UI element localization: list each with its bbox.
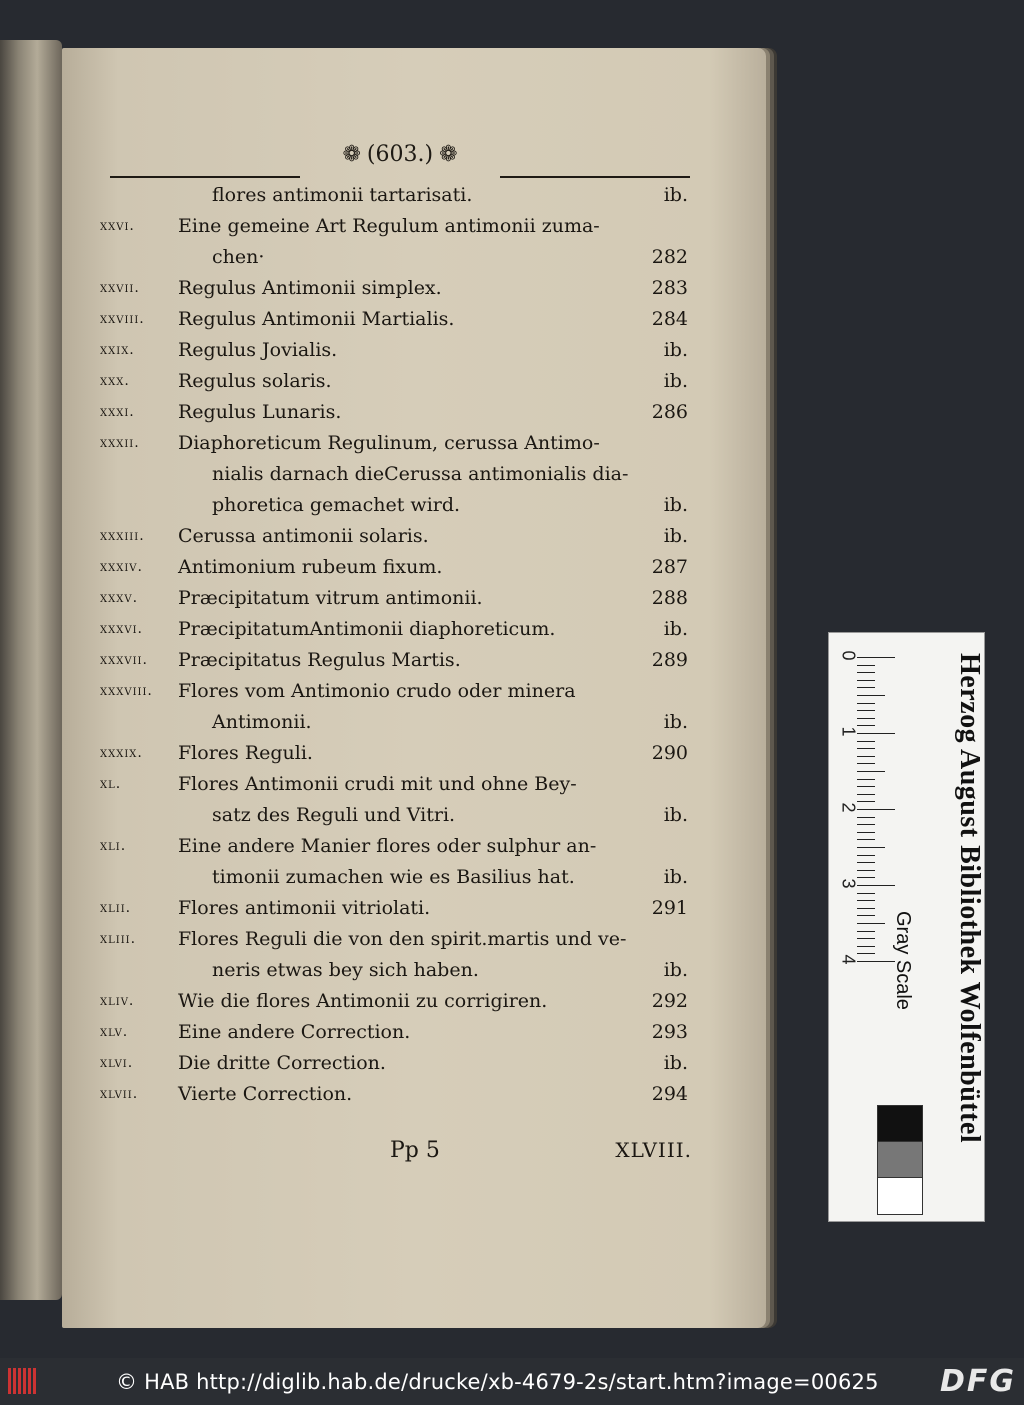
entry-page: 286 [651,401,688,423]
entry-page: ib. [663,339,688,361]
toc-entry [100,397,700,428]
entry-page: 283 [651,277,688,299]
entry-page: ib. [663,1052,688,1074]
ruler-tick [857,809,895,810]
ruler-tick [857,824,875,825]
color-scale-card [828,632,985,1222]
facing-page-edge [0,40,62,1300]
chapter-numeral: xxvi. [100,218,135,234]
permalink[interactable]: © HAB http://diglib.hab.de/drucke/xb-4679-2s/start.htm?image=00625 [116,1370,879,1394]
entry-page: ib. [663,959,688,981]
toc-entry [100,583,700,614]
entry-title: PræcipitatumAntimonii diaphoreticum. [178,618,556,640]
entry-title: Flores Reguli. [178,742,313,764]
toc-entry [100,366,700,397]
ruler-tick [857,870,875,871]
ruler-tick [857,885,895,886]
ruler-tick [857,915,875,916]
chapter-numeral: xxxiv. [100,559,143,575]
ruler-tick [857,771,885,772]
ornament-icon: ❁ [342,142,361,167]
ruler-tick [857,961,895,962]
entry-title: Regulus Lunaris. [178,401,342,423]
ruler-number: 2 [838,802,859,813]
toc-entry [100,645,700,676]
entry-page: ib. [663,525,688,547]
toc-entry [100,428,700,459]
page-header [110,140,690,184]
entry-title: Flores Antimonii crudi mit und ohne Bey- [178,773,577,795]
entry-title: Eine gemeine Art Regulum antimonii zuma- [178,215,600,237]
entry-title: Flores Reguli die von den spirit.martis und ve- [178,928,627,950]
ruler-tick [857,893,875,894]
entry-page: 282 [651,246,688,268]
ruler-tick [857,923,885,924]
toc-entry [100,769,700,800]
entry-title: Antimonii. [212,711,312,733]
ruler-tick [857,695,885,696]
entry-title: Flores antimonii vitriolati. [178,897,431,919]
toc-entry [100,180,700,211]
chapter-numeral: xxxiii. [100,528,145,544]
entry-title: Eine andere Correction. [178,1021,411,1043]
ruler-tick [857,725,875,726]
entry-page: ib. [663,866,688,888]
hab-logo-icon [8,1368,42,1396]
toc-entry [100,211,700,242]
toc-entry [100,831,700,862]
entry-title: Flores vom Antimonio crudo oder minera [178,680,576,702]
catchword: XLVIII. [615,1138,692,1162]
entry-page: ib. [663,370,688,392]
chapter-numeral: xxvii. [100,280,140,296]
toc-entry [100,738,700,769]
signature-mark: Pp 5 [390,1138,440,1163]
entry-title: Regulus Jovialis. [178,339,338,361]
entry-page: 290 [651,742,688,764]
entry-title: Diaphoreticum Regulinum, cerussa Antimo- [178,432,600,454]
chapter-numeral: xlv. [100,1024,129,1040]
ruler-tick [857,710,875,711]
ruler-tick [857,733,895,734]
toc-entry [100,614,700,645]
entry-title: Regulus solaris. [178,370,332,392]
toc-entry [100,893,700,924]
ruler-tick [857,877,875,878]
toc-entry [100,273,700,304]
gray-scale-label: Gray Scale [892,911,914,1010]
ruler-tick [857,786,875,787]
ruler-tick [857,855,875,856]
ruler-tick [857,672,875,673]
ruler [829,633,897,1053]
chapter-numeral: xliv. [100,993,135,1009]
entry-title: Die dritte Correction. [178,1052,386,1074]
page-number: (603.) [366,142,434,167]
chapter-numeral: xxxi. [100,404,135,420]
ornament-icon: ❁ [439,142,458,167]
toc-entry [100,552,700,583]
page-footer [100,1138,700,1172]
ruler-tick [857,718,875,719]
ruler-number: 3 [838,878,859,889]
ruler-tick [857,931,875,932]
chapter-numeral: xl. [100,776,122,792]
toc-entry [100,986,700,1017]
entry-page: ib. [663,618,688,640]
header-center [300,142,500,167]
toc-entry [100,862,700,893]
entry-page: 291 [651,897,688,919]
ruler-tick [857,657,895,658]
chapter-numeral: xlvi. [100,1055,134,1071]
gray-swatch [877,1177,923,1215]
ruler-tick [857,763,875,764]
entry-page: ib. [663,494,688,516]
toc-entry [100,521,700,552]
ruler-tick [857,703,875,704]
entry-page: ib. [663,804,688,826]
entry-page: 293 [651,1021,688,1043]
entry-page: 284 [651,308,688,330]
entry-page: 287 [651,556,688,578]
chapter-numeral: xlvii. [100,1086,139,1102]
chapter-numeral: xxxvi. [100,621,143,637]
ruler-tick [857,900,875,901]
chapter-numeral: xxx. [100,373,130,389]
ruler-tick [857,794,875,795]
entry-title: Cerussa antimonii solaris. [178,525,429,547]
entry-title: flores antimonii tartarisati. [212,184,473,206]
toc-entry [100,800,700,831]
entry-page: 289 [651,649,688,671]
entry-title: Præcipitatum vitrum antimonii. [178,587,483,609]
entry-title: Præcipitatus Regulus Martis. [178,649,461,671]
chapter-numeral: xliii. [100,931,137,947]
ruler-tick [857,839,875,840]
ruler-number: 1 [838,726,859,737]
entry-title: Antimonium rubeum fixum. [178,556,443,578]
ruler-number: 4 [838,954,859,965]
toc-entry [100,955,700,986]
entry-title: neris etwas bey sich haben. [212,959,479,981]
toc-entry [100,707,700,738]
table-of-contents [100,180,700,1110]
toc-entry [100,1079,700,1110]
viewer-footer-bar [0,1358,1024,1405]
entry-title: nialis darnach dieCerussa antimonialis dia- [212,463,629,485]
toc-entry [100,924,700,955]
entry-title: satz des Reguli und Vitri. [212,804,456,826]
ruler-tick [857,847,885,848]
toc-entry [100,490,700,521]
entry-page: ib. [663,184,688,206]
ruler-tick [857,908,875,909]
toc-entry [100,676,700,707]
entry-page: ib. [663,711,688,733]
header-rule-right [500,176,690,178]
ruler-tick [857,938,875,939]
ruler-tick [857,832,875,833]
entry-title: Regulus Antimonii simplex. [178,277,442,299]
ruler-number: 0 [838,650,859,661]
ruler-tick [857,680,875,681]
gray-swatch [877,1105,923,1143]
ruler-tick [857,946,875,947]
dfg-logo: DFG [939,1364,1016,1399]
toc-entry [100,459,700,490]
ruler-tick [857,687,875,688]
entry-title: Regulus Antimonii Martialis. [178,308,455,330]
chapter-numeral: xxviii. [100,311,145,327]
ruler-tick [857,756,875,757]
toc-entry [100,242,700,273]
toc-entry [100,335,700,366]
chapter-numeral: xxxix. [100,745,143,761]
entry-title: Vierte Correction. [178,1083,353,1105]
chapter-numeral: xxxvii. [100,652,148,668]
ruler-tick [857,665,875,666]
ruler-tick [857,953,875,954]
ruler-tick [857,741,875,742]
ruler-tick [857,817,875,818]
ruler-tick [857,779,875,780]
entry-title: Eine andere Manier flores oder sulphur an- [178,835,597,857]
chapter-numeral: xxix. [100,342,135,358]
entry-page: 288 [651,587,688,609]
chapter-numeral: xxxii. [100,435,140,451]
toc-entry [100,1017,700,1048]
chapter-numeral: xxxviii. [100,683,153,699]
toc-entry [100,304,700,335]
ruler-tick [857,748,875,749]
header-rule-left [110,176,300,178]
toc-entry [100,1048,700,1079]
entry-page: 294 [651,1083,688,1105]
entry-title: chen· [212,246,265,268]
chapter-numeral: xxxv. [100,590,139,606]
ruler-tick [857,801,875,802]
gray-swatch [877,1141,923,1179]
institution-name: Herzog August Bibliothek Wolfenbüttel [954,653,985,1144]
ruler-tick [857,862,875,863]
entry-page: 292 [651,990,688,1012]
chapter-numeral: xli. [100,838,127,854]
chapter-numeral: xlii. [100,900,132,916]
entry-title: Wie die flores Antimonii zu corrigiren. [178,990,548,1012]
entry-title: timonii zumachen wie es Basilius hat. [212,866,575,888]
entry-title: phoretica gemachet wird. [212,494,461,516]
